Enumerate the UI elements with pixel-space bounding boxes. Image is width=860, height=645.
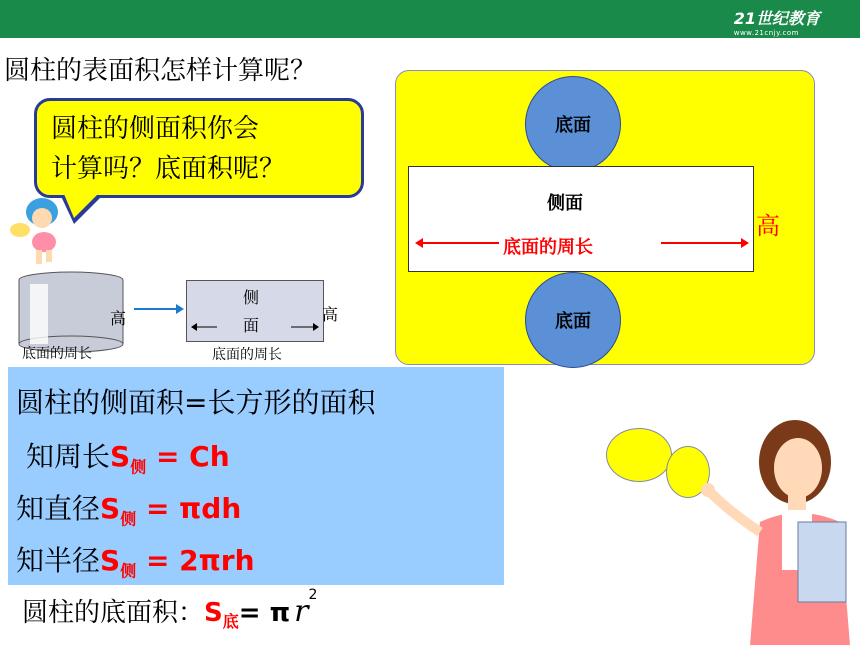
top-base-circle: 底面 <box>525 76 621 172</box>
formula-2-prefix: 知直径 <box>16 492 101 525</box>
bottom-base-circle: 底面 <box>525 272 621 368</box>
formula-circumference <box>26 435 230 478</box>
thought-balloon-large <box>606 428 672 482</box>
cylinder-perimeter-label: 底面的周长 <box>22 346 92 362</box>
unrolled-side-rect <box>186 280 324 342</box>
formula-panel <box>8 367 504 585</box>
base-area-eq: = π <box>238 598 291 628</box>
formula-3-eq: = 2πrh <box>136 544 255 577</box>
base-area-exp: 2 <box>308 587 318 604</box>
logo-url: www.21cnjy.com <box>733 29 799 37</box>
side-label: 侧面 <box>547 193 583 214</box>
formula-radius <box>16 539 255 582</box>
height-label-left: 高 <box>110 309 127 328</box>
formula-3-s: S <box>100 544 121 577</box>
formula-1-sub: 侧 <box>130 457 147 477</box>
base-area-prefix: 圆柱的底面积： <box>22 598 205 628</box>
bubble-line-2: 计算吗？底面积呢？ <box>51 154 286 184</box>
height-label-right: 高 <box>322 305 339 324</box>
perimeter-label: 底面的周长 <box>503 237 593 258</box>
formula-2-s: S <box>100 492 121 525</box>
formula-3-sub: 侧 <box>120 561 137 581</box>
formula-diameter <box>16 487 241 530</box>
width-arrows-icon <box>191 321 319 333</box>
speech-bubble <box>34 98 364 198</box>
base-area-r: r <box>294 594 309 629</box>
side-rect-text-1: 侧 <box>243 288 260 307</box>
base-area-s: S <box>204 598 223 628</box>
base-area-sub: 底 <box>222 612 239 632</box>
cartoon-angel-image <box>6 190 70 270</box>
bubble-line-1: 圆柱的侧面积你会 <box>51 114 260 144</box>
formula-1-eq: = Ch <box>146 440 230 473</box>
base-area-formula <box>22 587 318 632</box>
top-bar <box>0 0 860 38</box>
arrow-right-icon <box>134 302 184 316</box>
teacher-illustration <box>700 412 860 645</box>
side-rectangle <box>408 166 754 272</box>
page-title: 圆柱的表面积怎样计算呢？ <box>4 56 317 86</box>
formula-1-prefix: 知周长 <box>26 440 111 473</box>
big-height-label: 高 <box>756 212 780 240</box>
logo-text: 21世纪教育 <box>733 9 820 28</box>
base-area-eq-label <box>239 598 290 628</box>
rect-perimeter-label: 底面的周长 <box>212 347 282 363</box>
formula-1-s: S <box>110 440 131 473</box>
formula-3-prefix: 知半径 <box>16 544 101 577</box>
side-rect-text-2: 面 <box>243 316 260 335</box>
formula-2-eq: = πdh <box>136 492 242 525</box>
formula-2-sub: 侧 <box>120 509 137 529</box>
formula-heading: 圆柱的侧面积=长方形的面积 <box>16 386 376 419</box>
brand-logo <box>734 6 820 37</box>
